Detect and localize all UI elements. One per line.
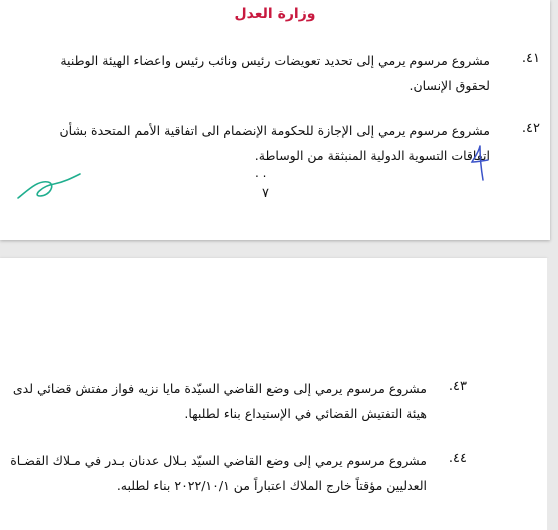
page-gap [547, 258, 558, 530]
item-text: مشروع مرسوم يرمي إلى وضع القاضي السيّدة مايا نزيه فواز مفتش قضائي لدى هيئة التفتيش القضائي في الإستيداع بناء لطلبها. [12, 381, 427, 421]
ministry-header: وزارة العدل [234, 6, 316, 22]
handwritten-initial-blue [468, 142, 492, 182]
item-text: مشروع مرسوم يرمي إلى الإجازة للحكومة الإنضمام الى اتفاقية الأمم المتحدة بشأن اتفاقات التسوية الدولية المنبثقة من الوساطة. [59, 123, 490, 163]
item-number: ٤٣. [448, 379, 467, 394]
item-text: مشروع مرسوم يرمي إلى تحديد تعويضات رئيس ونائب رئيس واعضاء الهيئة الوطنية لحقوق الإنسان. [60, 53, 490, 93]
item-text: مشروع مرسوم يرمي إلى وضع القاضي السيّد بـلال عدنان بـدر في مـلاك القضـاة العدليين مؤقتاً خارج الملاك اعتباراً من ٢٠٢٢/١٠/١ بناء لطلبه. [10, 453, 427, 493]
item-number: ٤٢. [521, 121, 540, 136]
document-page-bottom [0, 258, 547, 530]
item-number: ٤٤. [448, 451, 467, 466]
agenda-item-43 [7, 376, 547, 436]
document-page-top [0, 0, 550, 240]
handwritten-signature-green [14, 168, 84, 208]
agenda-item-44 [7, 448, 547, 508]
page-number: ٧ [262, 186, 269, 201]
agenda-item-41 [50, 48, 550, 108]
dotted-mark: . . [255, 166, 267, 180]
item-number: ٤١. [521, 51, 540, 66]
